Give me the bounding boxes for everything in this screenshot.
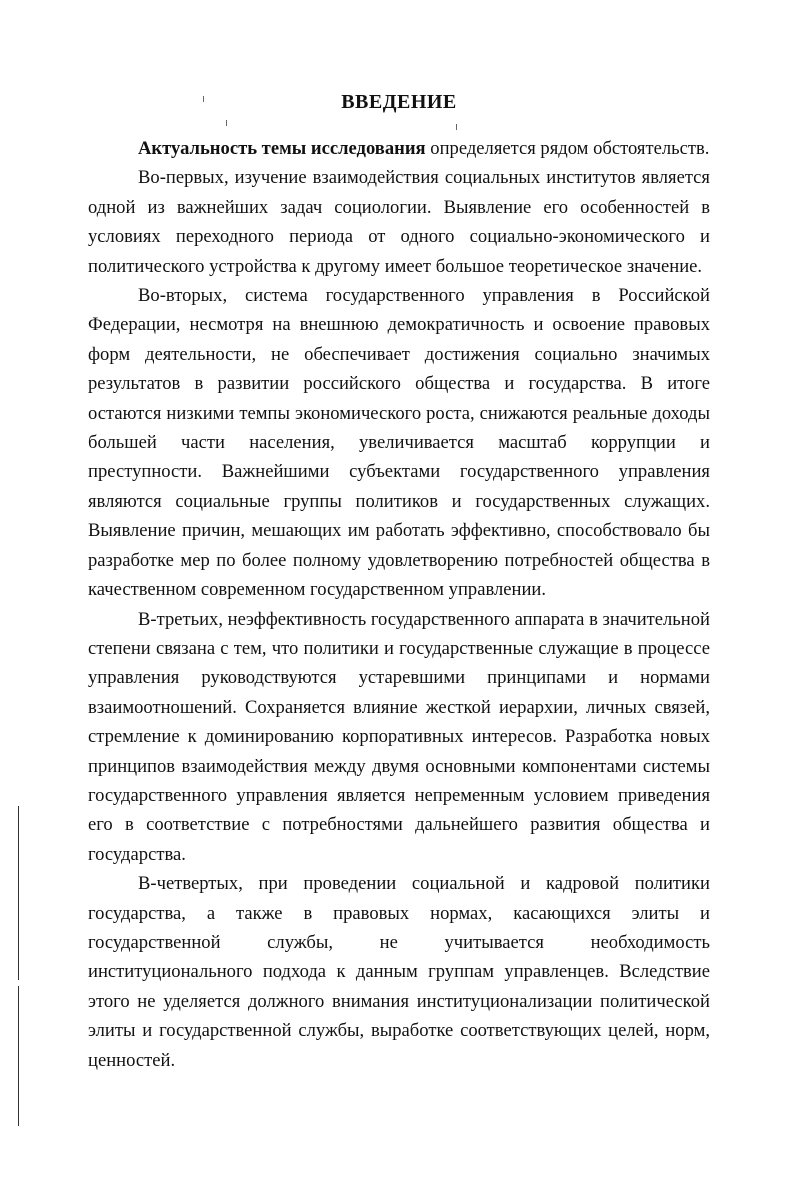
paragraph-second: Во-вторых, система государственного управления в Российской Федерации, несмотря на внешнюю демократичность и освоение правовых форм деятельности, не обеспечивает достижения социально значимых результатов в развитии российского общества и государства. В итоге остаются низкими темпы экономического роста, снижаются реальные доходы большей части населения, увеличивается масштаб коррупции и преступности. Важнейшими субъектами государственного управления являются социальные группы политиков и государственных служащих. Выявление причин, мешающих им работать эффективно, способствовало бы разработке мер по более полному удовлетворению потребностей общества в качественном современном государственном управлении. [88,285,710,601]
scan-margin-line [18,986,19,1126]
paragraph-third: В-третьих, неэффективность государственного аппарата в значительной степени связана с тем, что политики и государственные служащие в процессе управления руководствуются устаревшими принципами и нормами взаимоотношений. Сохраняется влияние жесткой иерархии, личных связей, стремление к доминированию корпоративных интересов. Разработка новых принципов взаимодействия между двумя основными компонентами системы государственного управления является непременным условием приведения его в соответствие с потребностями дальнейшего развития общества и государства. [88,608,710,865]
intro-lead-bold: Актуальность темы исследования [138,138,426,159]
intro-rest: определяется рядом обстоятельств. [425,138,710,159]
document-page [88,82,710,1075]
intro-paragraph [88,134,710,163]
scan-margin-line [18,806,19,980]
paragraph-first: Во-первых, изучение взаимодействия социальных институтов является одной из важнейших задач социологии. Выявление его особенностей в условиях переходного периода от одного социально-экономического и политического устройства к другому имеет большое теоретическое значение. [88,167,710,277]
paragraph-fourth: В-четвертых, при проведении социальной и кадровой политики государства, а также в правовых нормах, касающихся элиты и государственной службы, не учитывается необходимость институционального подхода к данным группам управленцев. Вследствие этого не уделяется должного внимания институционализации политической элиты и государственной службы, выработке соответствующих целей, норм, ценностей. [88,873,710,1071]
page-title: ВВЕДЕНИЕ [341,91,457,113]
